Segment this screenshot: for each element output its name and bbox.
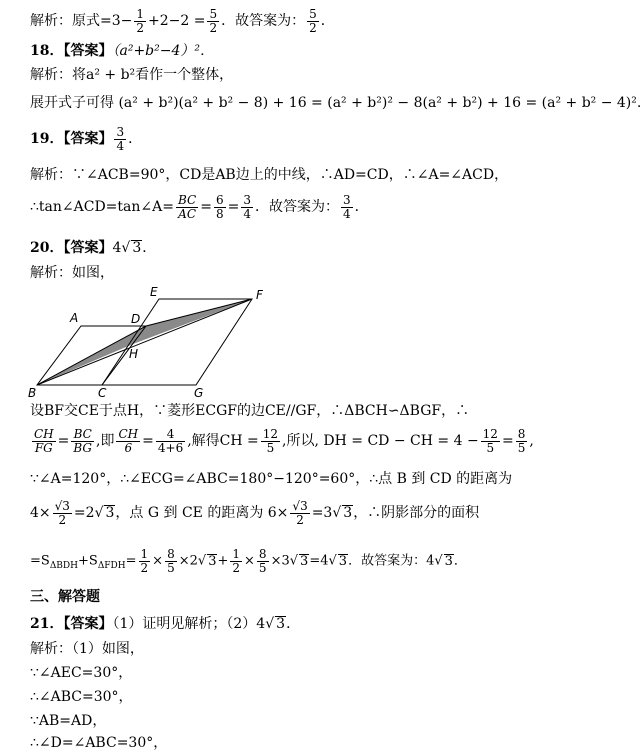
q18-analysis-1: 解析：将a² + b²看作一个整体， (30, 67, 234, 83)
q21-analysis-3: ∴∠ABC=30°， (30, 689, 133, 705)
fraction: $\frac{8}{5}$ (167, 547, 175, 575)
q18-analysis-2: 展开式子可得 (a² + b²)(a² + b² − 8) + 16 = (a² + b²)² − 8(a² + b²) + 16 = (a² + b² − 4)². (30, 95, 641, 111)
q20-answer: 20．【答案】4√ 3． (30, 240, 157, 256)
answer-text: （a²+b²−4）²． (112, 43, 214, 59)
radicand: 3 (105, 505, 115, 522)
question-number: 19．【答案】 (30, 131, 113, 148)
fraction: $\frac{√3}{2}$ (292, 499, 308, 527)
fraction: $\frac{3}{4}$ (243, 193, 251, 221)
text: = (227, 199, 240, 216)
text: 解析：原式=3− (30, 13, 133, 30)
text: 4 (112, 240, 122, 256)
fraction: $\frac{6}{8}$ (215, 193, 224, 221)
text: ．故答案为： (254, 199, 339, 216)
question-number: 20．【答案】 (30, 240, 113, 256)
radicand: 3 (132, 240, 142, 256)
text: +2−2 = (148, 13, 206, 30)
fraction: $\frac{12}{5}$ (482, 427, 498, 455)
fraction: $\frac{BC}{AC}$ (177, 193, 197, 221)
radicand: 3 (276, 616, 286, 632)
label-f: F (256, 288, 263, 302)
q20-analysis-6: $=S_{\Delta BDH}+S_{\Delta FDH}=$ $\frac{1}{2}$ × $\frac{8}{5}$ ×2√ 3+ $\frac{1}{2}$ × $\frac{8}{5}$ ×3√ 3=4√ 3．故答案为：4√ 3． (30, 547, 467, 575)
fraction: $\frac{CH}{6}$ (118, 427, 139, 455)
label-c: C (98, 386, 107, 400)
fraction: $\frac{12}{5}$ (262, 427, 279, 455)
label-e: E (150, 285, 158, 299)
q20-analysis-5: 4× $\frac{√3}{2}$ =2√ 3，点 G 到 CE 的距离为 6× $\frac{√3}{2}$ =3√ 3，∴阴影部分的面积 (30, 499, 480, 527)
q20-analysis-3: $\frac{CH}{FG}$ = $\frac{BC}{BG}$ ,即 $\frac{CH}{6}$ = $\frac{4}{4+6}$ ,解得CH = $\frac{12}{5}$ ,所以, DH = CD − CH = 4 − $\frac{12}{5}$ = $\frac{8}{5}$ , (34, 427, 534, 455)
fraction: $\frac{1}{2}$ (232, 547, 241, 575)
line-df (146, 299, 252, 326)
q21-analysis-4: ∵AB=AD， (30, 713, 107, 729)
text: = (200, 199, 212, 216)
label-a: A (70, 311, 79, 325)
text: ∴tan∠ACD=tan∠A= (30, 199, 174, 216)
fraction: $\frac{1}{2}$ (136, 7, 145, 35)
q20-analysis-2: 设BF交CE于点H，∵菱形ECGF的边CE//GF，∴ΔBCH∽ΔBGF，∴ (30, 403, 470, 419)
fraction: $\frac{3}{4}$ (116, 125, 125, 153)
q21-answer: 21．【答案】（1）证明见解析；（2）4√ 3． (30, 616, 301, 632)
q20-analysis-1: 解析：如图， (30, 265, 114, 281)
q21-analysis-5: ∴∠D=∠ABC=30°， (30, 735, 168, 751)
q19-analysis-1: 解析：∵∠ACB=90°，CD是AB边上的中线，∴AD=CD，∴∠A=∠ACD， (30, 167, 509, 183)
text: ． (320, 13, 335, 30)
question-number: 18．【答案】 (30, 43, 113, 59)
q21-analysis-2: ∵∠AEC=30°， (30, 665, 133, 681)
text: ． (128, 131, 143, 148)
q21-analysis-1: 解析：（1）如图， (30, 641, 144, 657)
radicand: 3 (343, 505, 353, 522)
section-heading: 三、解答题 (30, 589, 100, 605)
fraction: $\frac{√3}{2}$ (54, 499, 70, 527)
fraction: $\frac{1}{2}$ (140, 547, 149, 575)
fraction: $\frac{4}{4+6}$ (157, 427, 184, 455)
label-b: B (28, 386, 37, 400)
fraction: $\frac{CH}{FG}$ (34, 427, 54, 455)
text: ．故答案为： (221, 13, 306, 30)
label-h: H (129, 347, 139, 361)
label-g: G (194, 386, 204, 400)
fraction: $\frac{8}{5}$ (517, 427, 526, 455)
question-number: 21．【答案】 (30, 616, 113, 632)
fraction: $\frac{BC}{BG}$ (73, 427, 93, 455)
fraction: $\frac{8}{5}$ (258, 547, 267, 575)
fraction: $\frac{5}{2}$ (209, 7, 218, 35)
text: ． (354, 199, 369, 216)
q20-analysis-4: ∵∠A=120°，∴∠ECG=∠ABC=180°−120°=60°，∴点 B 到 CD 的距离为 (30, 471, 513, 487)
text: ． (142, 240, 157, 256)
fraction: $\frac{5}{2}$ (309, 7, 317, 35)
fraction: $\frac{3}{4}$ (342, 193, 351, 221)
label-d: D (131, 312, 141, 326)
